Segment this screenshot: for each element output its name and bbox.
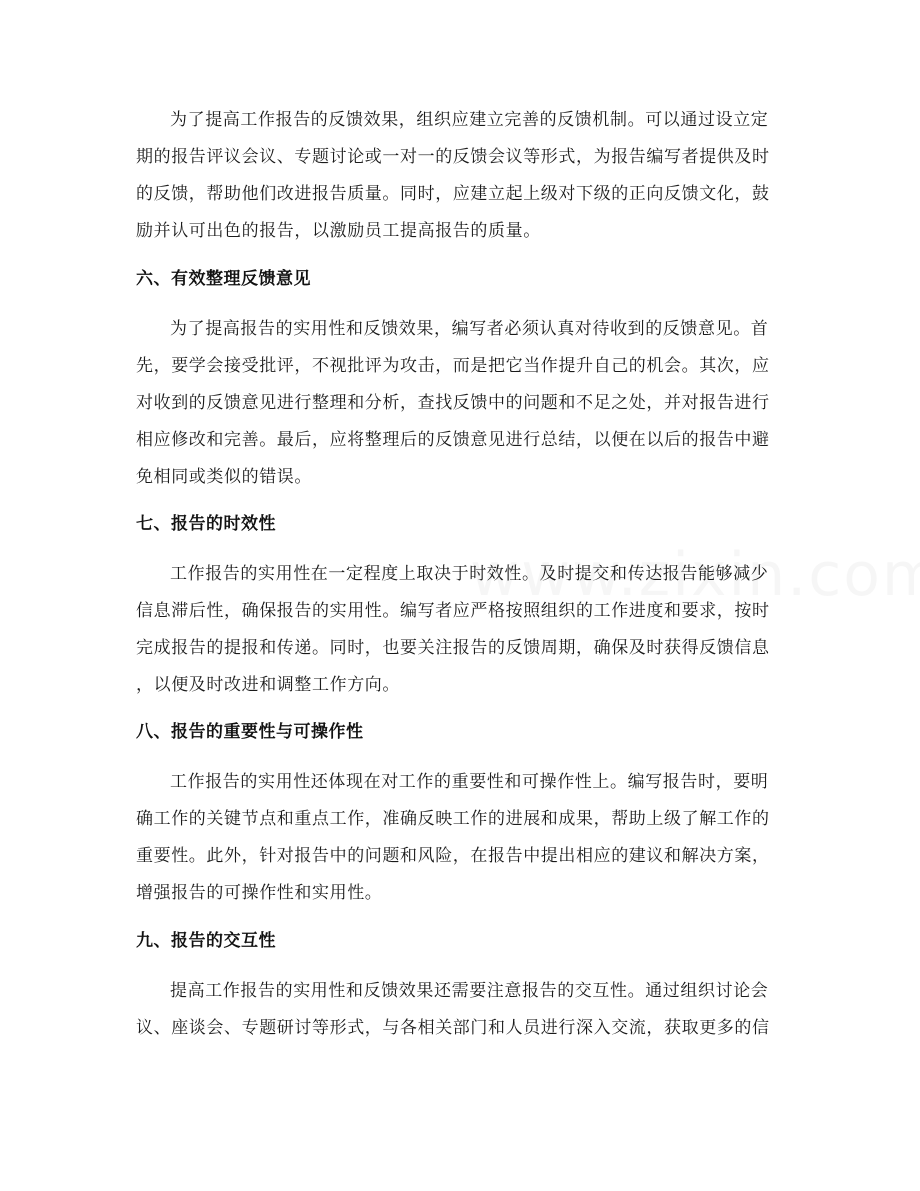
text-line: 免相同或类似的错误。 <box>136 467 312 487</box>
text-line: 增强报告的可操作性和实用性。 <box>136 883 383 903</box>
text-line: 励并认可出色的报告，以激励员工提高报告的质量。 <box>136 221 541 241</box>
text-line: ，以便及时改进和调整工作方向。 <box>136 675 400 695</box>
text-line: 为了提高报告的实用性和反馈效果，编写者必须认真对待收到的反馈意见。首 <box>170 319 769 339</box>
text-line: 工作报告的实用性在一定程度上取决于时效性。及时提交和传达报告能够减少 <box>170 564 769 584</box>
text-line: 相应修改和完善。最后，应将整理后的反馈意见进行总结，以便在以后的报告中避 <box>136 430 770 450</box>
text-line: 对收到的反馈意见进行整理和分析，查找反馈中的问题和不足之处，并对报告进行 <box>136 393 770 413</box>
text-line: 工作报告的实用性还体现在对工作的重要性和可操作性上。编写报告时，要明 <box>170 772 769 792</box>
section-heading-7: 七、报告的时效性 <box>136 514 276 534</box>
text-line: 为了提高工作报告的反馈效果，组织应建立完善的反馈机制。可以通过设立定 <box>170 110 769 130</box>
section-heading-8: 八、报告的重要性与可操作性 <box>136 722 364 742</box>
section-heading-9: 九、报告的交互性 <box>136 931 276 951</box>
text-line: 议、座谈会、专题研讨等形式，与各相关部门和人员进行深入交流，获取更多的信 <box>136 1018 770 1038</box>
text-line: 信息滞后性，确保报告的实用性。编写者应严格按照组织的工作进度和要求，按时 <box>136 601 770 621</box>
text-line: 期的报告评议会议、专题讨论或一对一的反馈会议等形式，为报告编写者提供及时 <box>136 147 770 167</box>
text-line: 确工作的关键节点和重点工作，准确反映工作的进展和成果，帮助上级了解工作的 <box>136 809 770 829</box>
section-heading-6: 六、有效整理反馈意见 <box>136 269 311 289</box>
text-line: 提高工作报告的实用性和反馈效果还需要注意报告的交互性。通过组织讨论会 <box>170 981 769 1001</box>
text-line: 完成报告的提报和传递。同时，也要关注报告的反馈周期，确保及时获得反馈信息 <box>136 638 770 658</box>
text-line: 先，要学会接受批评，不视批评为攻击，而是把它当作提升自己的机会。其次，应 <box>136 356 770 376</box>
text-line: 的反馈，帮助他们改进报告质量。同时，应建立起上级对下级的正向反馈文化，鼓 <box>136 184 770 204</box>
text-line: 重要性。此外，针对报告中的问题和风险，在报告中提出相应的建议和解决方案， <box>136 846 770 866</box>
